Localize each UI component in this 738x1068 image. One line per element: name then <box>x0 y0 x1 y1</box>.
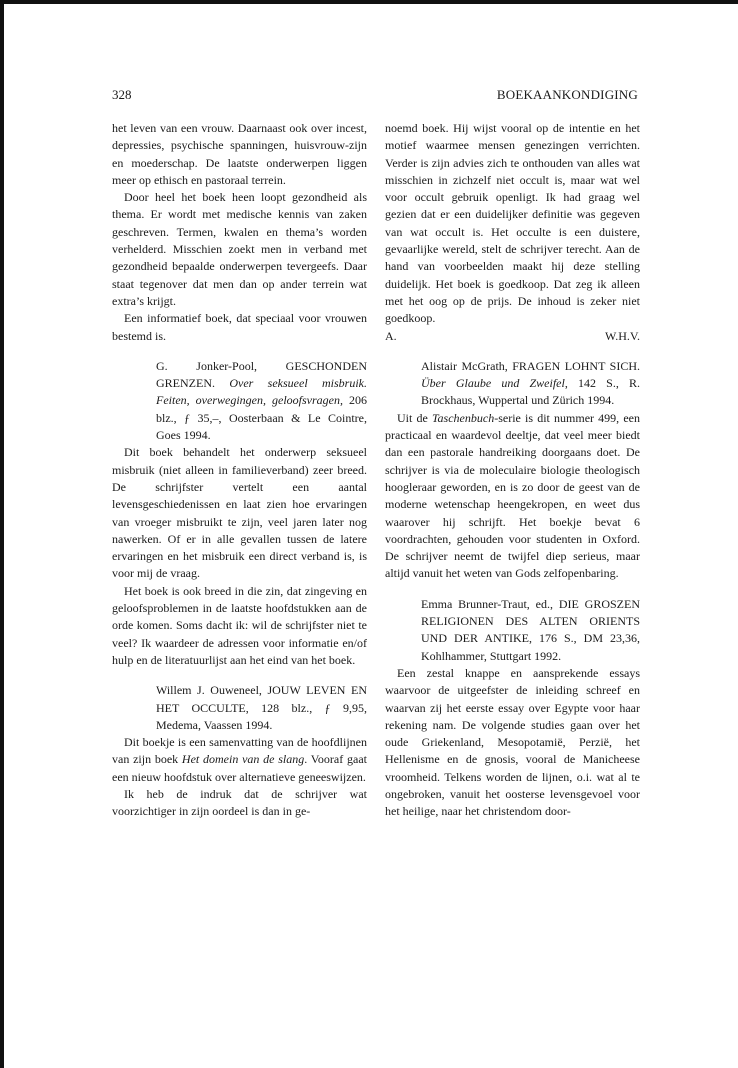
signoff-initial: A. <box>385 328 397 343</box>
book-reference <box>112 358 367 444</box>
text-run: Uit de <box>397 410 432 425</box>
reference-authors: G. Jonker-Pool, GESCHONDEN GRENZEN. <box>156 358 367 391</box>
text-run: Dit boekje is een samenvatting van de hoofdlijnen van zijn boek <box>112 735 367 767</box>
reference-subtitle: Over seksueel misbruik. Feiten, overwegingen, geloofsvragen, <box>156 376 367 408</box>
series-title: Taschenbuch <box>431 410 495 425</box>
text-run: Alistair McGrath, FRAGEN LOHNT SICH. <box>421 358 640 373</box>
paragraph <box>112 734 367 786</box>
paragraph: Een zestal knappe en aansprekende essays waarvoor de uitgeefster de inleiding schreef en waarvan zij het eerste essay over Egypte voor haar rekening nam. De volgende studies gaan over het oude Griekenland, Mesopotamië, Perzië, het Hellenisme en de gnosis, vooral de Manicheese vroomheid. Telkens worden de lijnen, o.i. wat al te ongebroken, vanuit het oosterse levensgevoel voor het heilige, naar het christendom door- <box>385 665 640 819</box>
reference-details: 206 blz., ƒ 35,–, Oosterbaan & Le Cointre, Goes 1994. <box>156 393 367 443</box>
right-column <box>385 120 640 821</box>
paragraph: noemd boek. Hij wijst vooral op de intentie en het motief waarmee mensen genezingen verrichten. Verder is zijn advies zich te onthouden van alles wat misschien in zichzelf niet occult is, maar wat wel voor occult gebruik openligt. Ik had graag wel gezien dat er een duidelijker definitie was gegeven van wat occult is. Het occulte is een duistere, gevaarlijke wereld, stelt de schrijver terecht. Aan de hand van voorbeelden maakt hij deze stelling duidelijk. Het boek is goedkoop. Dat zeg ik alleen met het oog op de prijs. De inhoud is zeker niet goedkoop. <box>385 121 640 326</box>
reviewer-initials: W.H.V. <box>604 328 640 343</box>
review-signoff <box>385 328 640 345</box>
book-reference <box>385 358 640 410</box>
paragraph: Ik heb de indruk dat de schrijver wat voorzichtiger in zijn oordeel is dan in ge- <box>112 786 367 819</box>
page-header <box>112 87 638 107</box>
text-run: -serie is dit nummer 499, een practicaal en waardevol deeltje, dat veel meer biedt dan een pastorale handreiking doorgaans doet. De schrijver is via de moleculaire biologie theologisch hoogleraar geworden, en is zo door de geest van de moderne wetenschap heengekropen, en weet dus waarover hij schrijft. Het boekje bevat 6 voordrachten, gehouden voor studenten in Oxford. De schrijver neemt de twijfel diep serieus, maar altijd vanuit het weten van Gods zelfopenbaring. <box>385 410 640 581</box>
paragraph: Een informatief boek, dat speciaal voor vrouwen bestemd is. <box>112 311 367 343</box>
paragraph <box>385 410 640 583</box>
scan-border-left <box>0 0 4 1068</box>
paragraph: het leven van een vrouw. Daarnaast ook over incest, depressies, psychische spanningen, huisvrouw-zijn en moederschap. De laatste onderwerpen liggen meer op ethisch en pastoraal terrein. <box>112 121 367 187</box>
paragraph: Het boek is ook breed in die zin, dat zingeving en geloofsproblemen in de laatste hoofdstukken aan de orde komen. Soms dacht ik: wil de schrijfster niet te veel? Ik waardeer de adressen voor informatie en/of hulp en de literatuurlijst aan het eind van het boek. <box>112 583 367 667</box>
paragraph: Dit boek behandelt het onderwerp seksueel misbruik (niet alleen in familieverband) zeer breed. De schrijfster vertelt een aantal levensgeschiedenissen en laat zien hoe ervaringen van vroeger misbruikt te zijn, veel jaren later nog nawerken. Of er in alle gevallen tussen de latere ervaringen en het misbruik een direct verband is, is voor mij de vraag. <box>112 445 367 581</box>
text-run: , 142 S., R. Brockhaus, Wuppertal und Zürich 1994. <box>421 376 640 408</box>
left-column <box>112 120 367 821</box>
running-head: BOEKAANKONDIGING <box>496 87 638 102</box>
scan-border-top <box>0 0 738 4</box>
page-number: 328 <box>112 87 132 102</box>
reference-subtitle: Über Glaube und Zweifel <box>421 376 565 391</box>
book-title: Het domein van de slang <box>181 752 305 767</box>
book-reference: Willem J. Ouweneel, JOUW LEVEN EN HET OCCULTE, 128 blz., ƒ 9,95, Medema, Vaassen 1994. <box>156 683 367 732</box>
book-reference: Emma Brunner-Traut, ed., DIE GROSZEN RELIGIONEN DES ALTEN ORIENTS UND DER ANTIKE, 176 S., DM 23,36, Kohlhammer, Stuttgart 1992. <box>421 596 640 663</box>
paragraph: Door heel het boek heen loopt gezondheid als thema. Er wordt met medische kennis van zaken geschreven. Termen, kwalen en thema’s worden verhelderd. Misschien zoekt men in verband met gezondheid bepaalde onderwerpen tevergeefs. Daar staat tegenover dat men dan op ander terrein wat extra’s krijgt. <box>112 190 367 308</box>
text-run: . Vooraf gaat een nieuw hoofdstuk over alternatieve geneeswijzen. <box>112 752 367 784</box>
